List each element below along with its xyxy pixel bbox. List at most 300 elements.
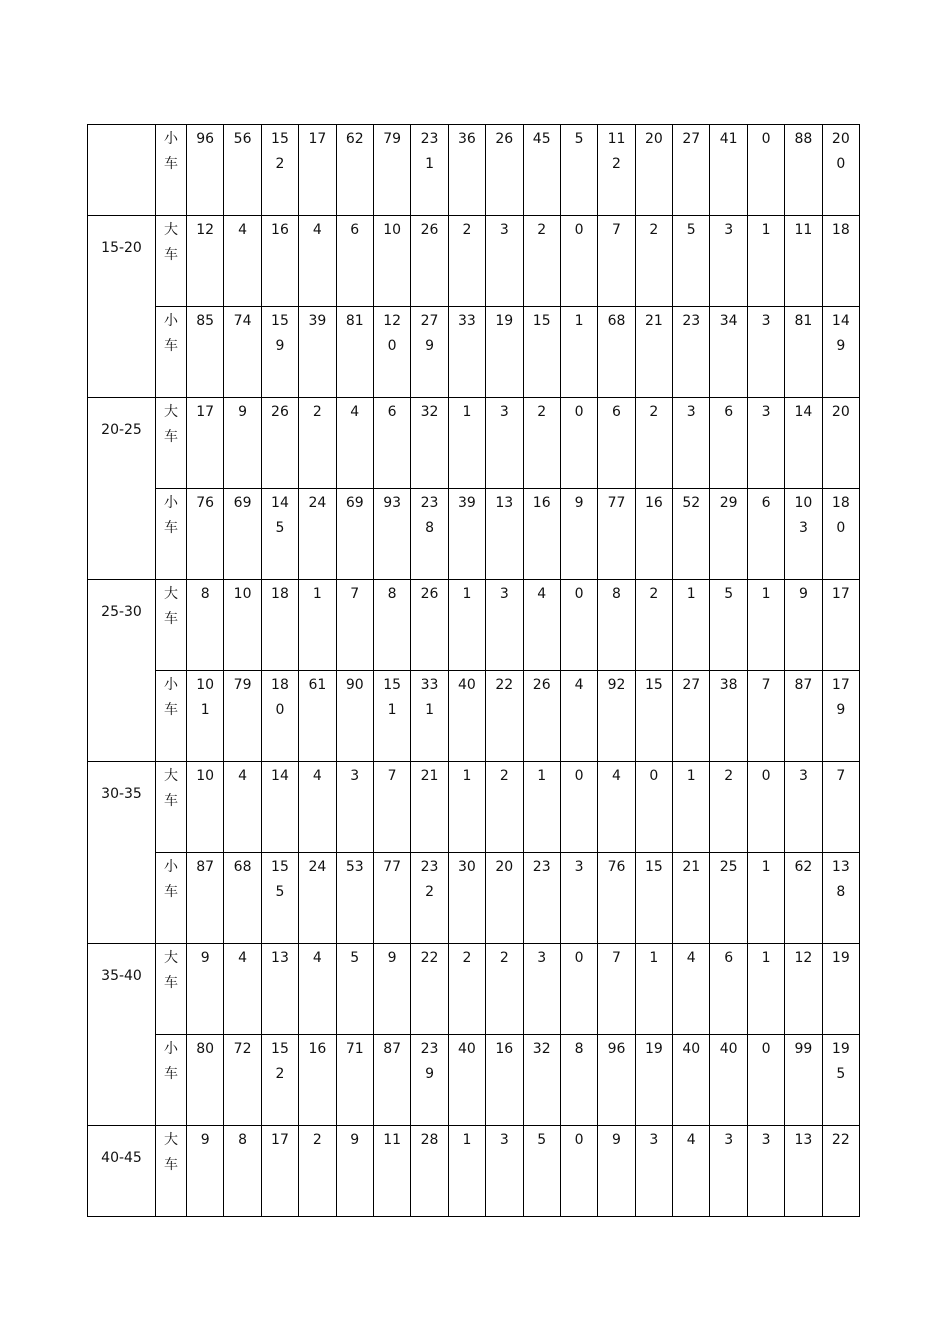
count-cell bbox=[822, 489, 859, 580]
count-value: 40 bbox=[458, 677, 476, 693]
count-cell bbox=[560, 944, 597, 1035]
count-cell bbox=[673, 671, 710, 762]
count-value: 8 bbox=[200, 586, 210, 602]
count-cell bbox=[523, 853, 560, 944]
count-value: 21 bbox=[644, 313, 663, 329]
count-value: 3 bbox=[649, 1132, 659, 1148]
count-cell bbox=[486, 944, 523, 1035]
count-cell bbox=[448, 1126, 485, 1217]
count-cell bbox=[523, 216, 560, 307]
count-cell bbox=[187, 944, 224, 1035]
count-cell bbox=[710, 1035, 747, 1126]
count-value: 4 bbox=[312, 768, 322, 784]
count-cell bbox=[598, 671, 635, 762]
count-cell bbox=[486, 580, 523, 671]
count-cell bbox=[261, 125, 298, 216]
table-row bbox=[88, 944, 860, 1035]
count-cell bbox=[486, 1126, 523, 1217]
count-cell bbox=[747, 762, 784, 853]
count-cell bbox=[373, 762, 410, 853]
count-cell bbox=[299, 398, 336, 489]
count-cell bbox=[523, 307, 560, 398]
count-cell bbox=[411, 216, 448, 307]
count-value: 17 bbox=[308, 131, 327, 147]
count-value: 3 bbox=[499, 586, 509, 602]
count-cell bbox=[187, 671, 224, 762]
count-value: 3 bbox=[761, 313, 771, 329]
count-value: 2 bbox=[462, 222, 472, 238]
count-cell bbox=[560, 125, 597, 216]
count-cell bbox=[523, 125, 560, 216]
count-value: 0 bbox=[574, 586, 584, 602]
count-value: 34 bbox=[719, 313, 738, 329]
count-value: 85 bbox=[196, 313, 215, 329]
count-cell bbox=[299, 1035, 336, 1126]
count-value: 81 bbox=[345, 313, 364, 329]
count-value: 2 bbox=[649, 222, 659, 238]
count-cell bbox=[673, 489, 710, 580]
count-cell bbox=[523, 1126, 560, 1217]
count-value: 279 bbox=[420, 313, 439, 354]
count-cell bbox=[486, 398, 523, 489]
count-cell bbox=[373, 1035, 410, 1126]
count-cell bbox=[373, 307, 410, 398]
count-value: 13 bbox=[495, 495, 514, 511]
count-cell bbox=[224, 853, 261, 944]
count-value: 16 bbox=[308, 1041, 327, 1057]
count-value: 5 bbox=[350, 950, 360, 966]
count-cell bbox=[822, 671, 859, 762]
count-cell bbox=[224, 125, 261, 216]
count-value: 62 bbox=[345, 131, 364, 147]
count-cell bbox=[299, 125, 336, 216]
count-value: 9 bbox=[387, 950, 397, 966]
count-value: 18 bbox=[271, 586, 289, 602]
count-cell bbox=[598, 580, 635, 671]
table-row bbox=[88, 489, 860, 580]
count-cell bbox=[411, 944, 448, 1035]
count-cell bbox=[448, 1035, 485, 1126]
count-cell bbox=[785, 1126, 822, 1217]
count-value: 0 bbox=[761, 1041, 771, 1057]
count-cell bbox=[560, 853, 597, 944]
count-cell bbox=[710, 216, 747, 307]
count-value: 9 bbox=[574, 495, 584, 511]
count-cell bbox=[635, 762, 672, 853]
count-value: 7 bbox=[836, 768, 846, 784]
count-cell bbox=[785, 398, 822, 489]
count-cell bbox=[187, 853, 224, 944]
count-cell bbox=[261, 580, 298, 671]
count-cell bbox=[822, 125, 859, 216]
count-value: 6 bbox=[387, 404, 397, 420]
count-value: 3 bbox=[499, 1132, 509, 1148]
vehicle-type-cell bbox=[156, 216, 187, 307]
count-cell bbox=[299, 1126, 336, 1217]
table-row bbox=[88, 1035, 860, 1126]
vehicle-type-cell bbox=[156, 125, 187, 216]
count-cell bbox=[224, 1035, 261, 1126]
count-cell bbox=[486, 489, 523, 580]
count-cell bbox=[635, 1035, 672, 1126]
count-value: 9 bbox=[200, 950, 210, 966]
vehicle-type-label: 大车 bbox=[164, 1132, 178, 1173]
table-row bbox=[88, 216, 860, 307]
count-value: 4 bbox=[238, 950, 248, 966]
count-value: 22 bbox=[831, 1132, 850, 1148]
count-cell bbox=[448, 489, 485, 580]
count-value: 30 bbox=[458, 859, 476, 875]
count-value: 96 bbox=[607, 1041, 626, 1057]
count-value: 3 bbox=[574, 859, 584, 875]
count-cell bbox=[187, 489, 224, 580]
count-cell bbox=[673, 853, 710, 944]
count-value: 3 bbox=[537, 950, 547, 966]
count-cell bbox=[710, 762, 747, 853]
count-value: 69 bbox=[233, 495, 252, 511]
count-value: 71 bbox=[345, 1041, 364, 1057]
count-cell bbox=[673, 307, 710, 398]
count-value: 13 bbox=[794, 1132, 813, 1148]
count-cell bbox=[785, 853, 822, 944]
count-cell bbox=[448, 398, 485, 489]
time-range-cell bbox=[88, 125, 156, 216]
count-value: 3 bbox=[798, 768, 808, 784]
count-value: 1 bbox=[761, 950, 771, 966]
count-value: 76 bbox=[607, 859, 626, 875]
count-value: 74 bbox=[233, 313, 252, 329]
count-value: 4 bbox=[312, 950, 322, 966]
count-value: 6 bbox=[724, 404, 734, 420]
count-cell bbox=[187, 1035, 224, 1126]
count-cell bbox=[336, 853, 373, 944]
count-value: 7 bbox=[387, 768, 397, 784]
count-value: 1 bbox=[686, 586, 696, 602]
count-cell bbox=[785, 580, 822, 671]
count-value: 1 bbox=[462, 1132, 472, 1148]
count-value: 20 bbox=[644, 131, 663, 147]
count-value: 81 bbox=[794, 313, 813, 329]
count-value: 3 bbox=[761, 1132, 771, 1148]
count-value: 27 bbox=[682, 677, 701, 693]
count-cell bbox=[187, 216, 224, 307]
count-cell bbox=[635, 398, 672, 489]
vehicle-type-label: 大车 bbox=[164, 222, 178, 263]
count-value: 4 bbox=[574, 677, 584, 693]
count-value: 28 bbox=[420, 1132, 439, 1148]
count-value: 0 bbox=[574, 768, 584, 784]
count-cell bbox=[187, 398, 224, 489]
count-value: 103 bbox=[794, 495, 813, 536]
count-value: 138 bbox=[831, 859, 850, 900]
time-range-cell: 15-20 bbox=[88, 216, 156, 398]
count-cell bbox=[785, 216, 822, 307]
count-cell bbox=[486, 853, 523, 944]
vehicle-type-label: 大车 bbox=[164, 586, 178, 627]
count-value: 22 bbox=[420, 950, 439, 966]
count-cell bbox=[299, 671, 336, 762]
vehicle-type-label: 小车 bbox=[164, 131, 178, 172]
count-value: 8 bbox=[238, 1132, 248, 1148]
count-cell bbox=[486, 216, 523, 307]
count-cell bbox=[486, 762, 523, 853]
count-value: 331 bbox=[420, 677, 439, 718]
count-value: 39 bbox=[308, 313, 327, 329]
traffic-count-table bbox=[87, 124, 860, 1217]
vehicle-type-cell bbox=[156, 307, 187, 398]
count-value: 29 bbox=[719, 495, 738, 511]
count-value: 0 bbox=[574, 950, 584, 966]
table-row bbox=[88, 762, 860, 853]
count-value: 5 bbox=[574, 131, 584, 147]
count-cell bbox=[673, 1035, 710, 1126]
count-value: 99 bbox=[794, 1041, 813, 1057]
count-value: 7 bbox=[761, 677, 771, 693]
count-cell bbox=[710, 125, 747, 216]
count-cell bbox=[187, 125, 224, 216]
time-range-cell: 20-25 bbox=[88, 398, 156, 580]
count-value: 26 bbox=[532, 677, 551, 693]
count-cell bbox=[486, 1035, 523, 1126]
count-cell bbox=[261, 489, 298, 580]
count-value: 40 bbox=[458, 1041, 476, 1057]
count-cell bbox=[411, 853, 448, 944]
count-cell bbox=[635, 307, 672, 398]
count-value: 7 bbox=[612, 950, 621, 966]
count-cell bbox=[224, 216, 261, 307]
count-cell bbox=[187, 1126, 224, 1217]
count-cell bbox=[373, 489, 410, 580]
count-value: 14 bbox=[271, 768, 289, 784]
count-cell bbox=[822, 580, 859, 671]
count-cell bbox=[785, 671, 822, 762]
count-value: 1 bbox=[462, 768, 472, 784]
count-value: 15 bbox=[644, 859, 663, 875]
count-cell bbox=[336, 125, 373, 216]
count-value: 4 bbox=[350, 404, 360, 420]
count-value: 92 bbox=[607, 677, 626, 693]
count-cell bbox=[560, 307, 597, 398]
count-cell bbox=[560, 1035, 597, 1126]
count-value: 2 bbox=[649, 586, 659, 602]
count-value: 0 bbox=[761, 768, 771, 784]
count-cell bbox=[710, 671, 747, 762]
count-value: 26 bbox=[420, 222, 439, 238]
count-value: 20 bbox=[831, 404, 850, 420]
vehicle-type-label: 小车 bbox=[164, 859, 178, 900]
count-cell bbox=[747, 853, 784, 944]
count-cell bbox=[336, 762, 373, 853]
count-value: 53 bbox=[345, 859, 364, 875]
count-value: 8 bbox=[612, 586, 621, 602]
count-cell bbox=[598, 762, 635, 853]
count-value: 93 bbox=[383, 495, 402, 511]
count-value: 16 bbox=[495, 1041, 514, 1057]
count-value: 5 bbox=[724, 586, 734, 602]
count-cell bbox=[299, 580, 336, 671]
count-cell bbox=[785, 944, 822, 1035]
count-value: 3 bbox=[499, 404, 509, 420]
count-cell bbox=[747, 125, 784, 216]
count-value: 15 bbox=[644, 677, 663, 693]
count-value: 16 bbox=[532, 495, 551, 511]
count-cell bbox=[635, 580, 672, 671]
count-value: 19 bbox=[495, 313, 514, 329]
time-range-cell: 30-35 bbox=[88, 762, 156, 944]
count-value: 9 bbox=[200, 1132, 210, 1148]
count-cell bbox=[486, 125, 523, 216]
count-cell bbox=[598, 944, 635, 1035]
count-value: 11 bbox=[794, 222, 813, 238]
count-value: 39 bbox=[458, 495, 476, 511]
count-cell bbox=[187, 307, 224, 398]
count-cell bbox=[710, 853, 747, 944]
count-cell bbox=[523, 1035, 560, 1126]
count-value: 1 bbox=[312, 586, 322, 602]
table-row bbox=[88, 1126, 860, 1217]
count-value: 2 bbox=[649, 404, 659, 420]
count-cell bbox=[299, 489, 336, 580]
count-value: 22 bbox=[495, 677, 514, 693]
count-cell bbox=[448, 671, 485, 762]
count-cell bbox=[224, 398, 261, 489]
count-value: 0 bbox=[649, 768, 659, 784]
count-cell bbox=[560, 762, 597, 853]
count-cell bbox=[448, 216, 485, 307]
count-cell bbox=[710, 398, 747, 489]
vehicle-type-cell bbox=[156, 398, 187, 489]
count-value: 6 bbox=[350, 222, 360, 238]
count-value: 77 bbox=[607, 495, 626, 511]
count-cell bbox=[261, 1035, 298, 1126]
count-cell bbox=[336, 307, 373, 398]
count-cell bbox=[598, 125, 635, 216]
count-value: 179 bbox=[831, 677, 850, 718]
count-value: 76 bbox=[196, 495, 215, 511]
table-row bbox=[88, 307, 860, 398]
count-value: 79 bbox=[233, 677, 252, 693]
count-value: 2 bbox=[312, 1132, 322, 1148]
count-cell bbox=[822, 944, 859, 1035]
count-value: 145 bbox=[271, 495, 289, 536]
count-cell bbox=[373, 1126, 410, 1217]
vehicle-type-cell bbox=[156, 853, 187, 944]
count-cell bbox=[261, 1126, 298, 1217]
vehicle-type-cell bbox=[156, 580, 187, 671]
count-cell bbox=[747, 671, 784, 762]
count-cell bbox=[747, 944, 784, 1035]
count-value: 45 bbox=[532, 131, 551, 147]
count-cell bbox=[635, 216, 672, 307]
count-cell bbox=[261, 216, 298, 307]
count-cell bbox=[673, 398, 710, 489]
count-cell bbox=[411, 125, 448, 216]
count-value: 4 bbox=[537, 586, 547, 602]
count-value: 13 bbox=[271, 950, 289, 966]
vehicle-type-label: 大车 bbox=[164, 404, 178, 445]
count-value: 1 bbox=[537, 768, 547, 784]
count-value: 2 bbox=[312, 404, 322, 420]
count-value: 3 bbox=[350, 768, 360, 784]
count-value: 90 bbox=[345, 677, 364, 693]
count-cell bbox=[336, 580, 373, 671]
count-cell bbox=[336, 1035, 373, 1126]
count-value: 96 bbox=[196, 131, 215, 147]
vehicle-type-cell bbox=[156, 671, 187, 762]
count-value: 80 bbox=[196, 1041, 215, 1057]
count-cell bbox=[598, 489, 635, 580]
vehicle-type-cell bbox=[156, 489, 187, 580]
count-cell bbox=[373, 125, 410, 216]
count-cell bbox=[710, 307, 747, 398]
count-value: 4 bbox=[312, 222, 322, 238]
count-value: 8 bbox=[574, 1041, 584, 1057]
count-cell bbox=[261, 398, 298, 489]
count-value: 11 bbox=[383, 1132, 402, 1148]
count-cell bbox=[785, 125, 822, 216]
count-value: 1 bbox=[761, 859, 771, 875]
count-value: 16 bbox=[271, 222, 289, 238]
count-value: 4 bbox=[238, 768, 248, 784]
vehicle-type-label: 小车 bbox=[164, 1041, 178, 1082]
count-value: 33 bbox=[458, 313, 476, 329]
count-cell bbox=[747, 489, 784, 580]
count-cell bbox=[299, 307, 336, 398]
count-cell bbox=[299, 853, 336, 944]
count-value: 3 bbox=[761, 404, 771, 420]
count-cell bbox=[822, 762, 859, 853]
vehicle-type-cell bbox=[156, 762, 187, 853]
count-cell bbox=[486, 671, 523, 762]
count-value: 21 bbox=[420, 768, 439, 784]
count-cell bbox=[747, 398, 784, 489]
count-value: 32 bbox=[420, 404, 439, 420]
count-cell bbox=[822, 398, 859, 489]
count-cell bbox=[560, 671, 597, 762]
count-value: 26 bbox=[271, 404, 289, 420]
count-cell bbox=[785, 489, 822, 580]
count-value: 0 bbox=[574, 222, 584, 238]
count-value: 10 bbox=[383, 222, 402, 238]
count-value: 4 bbox=[686, 1132, 696, 1148]
count-cell bbox=[373, 216, 410, 307]
vehicle-type-cell bbox=[156, 944, 187, 1035]
count-cell bbox=[747, 216, 784, 307]
count-cell bbox=[373, 398, 410, 489]
count-value: 52 bbox=[682, 495, 701, 511]
count-value: 17 bbox=[196, 404, 215, 420]
count-value: 195 bbox=[831, 1041, 850, 1082]
count-value: 3 bbox=[724, 1132, 734, 1148]
count-value: 61 bbox=[308, 677, 327, 693]
count-value: 8 bbox=[387, 586, 397, 602]
count-value: 68 bbox=[233, 859, 252, 875]
count-value: 24 bbox=[308, 859, 327, 875]
count-cell bbox=[673, 216, 710, 307]
count-cell bbox=[785, 1035, 822, 1126]
count-cell bbox=[411, 762, 448, 853]
count-value: 24 bbox=[308, 495, 327, 511]
count-cell bbox=[261, 944, 298, 1035]
count-cell bbox=[822, 1126, 859, 1217]
vehicle-type-label: 大车 bbox=[164, 768, 178, 809]
count-value: 17 bbox=[831, 586, 850, 602]
count-cell bbox=[560, 1126, 597, 1217]
count-value: 40 bbox=[682, 1041, 701, 1057]
vehicle-type-cell bbox=[156, 1035, 187, 1126]
count-cell bbox=[747, 580, 784, 671]
count-value: 3 bbox=[724, 222, 734, 238]
